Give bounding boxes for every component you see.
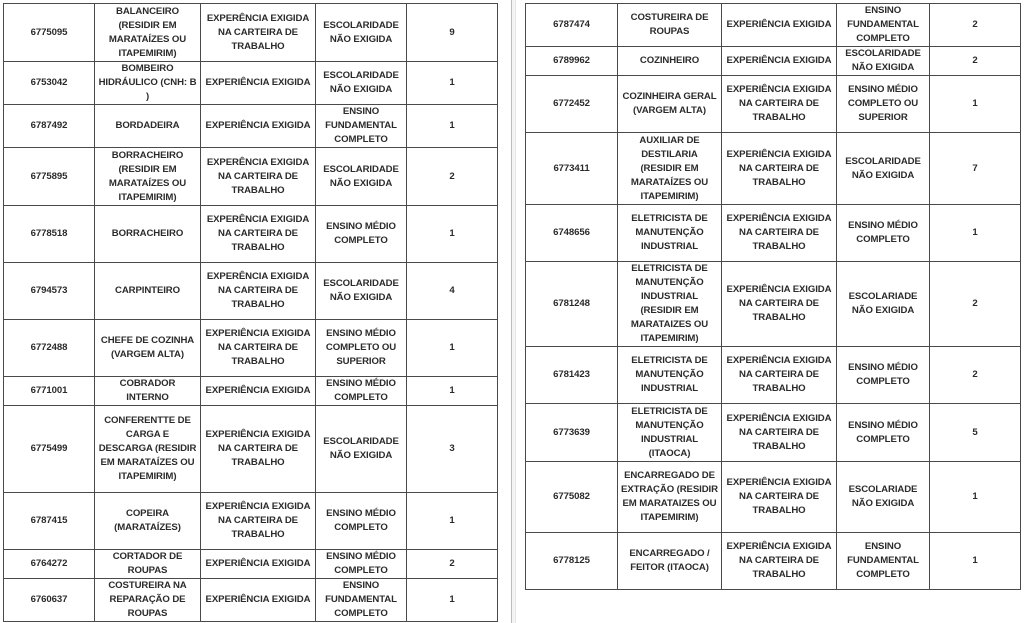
table-row: [526, 4, 1021, 47]
table-row: [526, 404, 1021, 462]
table-row: [526, 76, 1021, 133]
education-requirement-cell: ENSINO MÉDIO COMPLETO: [316, 493, 407, 550]
vacancy-code-cell: 6781423: [526, 347, 618, 404]
table-row: [526, 347, 1021, 404]
vacancy-count-cell: 3: [407, 406, 498, 493]
experience-requirement-cell: EXPERIÊNCIA EXIGIDA NA CARTEIRA DE TRABALHO: [722, 533, 837, 590]
table-row: [4, 493, 498, 550]
education-requirement-cell: ESCOLARIDADE NÃO EXIGIDA: [316, 4, 407, 62]
experience-requirement-cell: EXPERIÊNCIA EXIGIDA: [722, 47, 837, 76]
vacancy-count-cell: 2: [407, 148, 498, 206]
education-requirement-cell: ENSINO MÉDIO COMPLETO: [837, 205, 930, 262]
vacancy-code-cell: 6789962: [526, 47, 618, 76]
job-vacancies-table-right: [525, 3, 1021, 590]
education-requirement-cell: ENSINO FUNDAMENTAL COMPLETO: [316, 579, 407, 622]
table-row: [4, 105, 498, 148]
experience-requirement-cell: EXPERIÊNCIA EXIGIDA: [201, 105, 316, 148]
education-requirement-cell: ESCOLARIDADE NÃO EXIGIDA: [316, 406, 407, 493]
vacancy-count-cell: 2: [930, 47, 1021, 76]
experience-requirement-cell: EXPERIÊNCIA EXIGIDA NA CARTEIRA DE TRABALHO: [722, 262, 837, 347]
experience-requirement-cell: EXPERIÊNCIA EXIGIDA NA CARTEIRA DE TRABALHO: [722, 404, 837, 462]
table-row: [4, 263, 498, 320]
vacancy-code-cell: 6778125: [526, 533, 618, 590]
education-requirement-cell: ESCOLARIDADE NÃO EXIGIDA: [316, 263, 407, 320]
vacancy-count-cell: 5: [930, 404, 1021, 462]
vacancy-count-cell: 1: [407, 377, 498, 406]
vacancy-code-cell: 6764272: [4, 550, 95, 579]
education-requirement-cell: ENSINO MÉDIO COMPLETO: [316, 206, 407, 263]
table-row: [4, 320, 498, 377]
vacancy-count-cell: 1: [407, 62, 498, 105]
education-requirement-cell: ENSINO MÉDIO COMPLETO: [316, 377, 407, 406]
table-row: [4, 406, 498, 493]
experience-requirement-cell: EXPERIÊNCIA EXIGIDA: [722, 4, 837, 47]
vacancy-code-cell: 6772452: [526, 76, 618, 133]
education-requirement-cell: ENSINO MÉDIO COMPLETO: [837, 404, 930, 462]
table-row: [526, 533, 1021, 590]
education-requirement-cell: ENSINO MÉDIO COMPLETO OU SUPERIOR: [837, 76, 930, 133]
experience-requirement-cell: EXPERIÊNCIA EXIGIDA: [201, 579, 316, 622]
occupation-cell: AUXILIAR DE DESTILARIA (RESIDIR EM MARATAÍZES OU ITAPEMIRIM): [618, 133, 722, 205]
experience-requirement-cell: EXPERIÊNCIA EXIGIDA NA CARTEIRA DE TRABALHO: [722, 462, 837, 533]
education-requirement-cell: ENSINO FUNDAMENTAL COMPLETO: [837, 4, 930, 47]
vacancy-count-cell: 1: [407, 105, 498, 148]
occupation-cell: ELETRICISTA DE MANUTENÇÃO INDUSTRIAL: [618, 347, 722, 404]
education-requirement-cell: ESCOLARIADE NÃO EXIGIDA: [837, 462, 930, 533]
experience-requirement-cell: EXPERIÊNCIA EXIGIDA: [201, 550, 316, 579]
occupation-cell: BORDADEIRA: [95, 105, 201, 148]
vacancy-count-cell: 2: [930, 262, 1021, 347]
experience-requirement-cell: EXPERIÊNCIA EXIGIDA: [201, 377, 316, 406]
occupation-cell: CORTADOR DE ROUPAS: [95, 550, 201, 579]
experience-requirement-cell: EXPERÊNCIA EXIGIDA NA CARTEIRA DE TRABALHO: [201, 206, 316, 263]
vacancy-code-cell: 6760637: [4, 579, 95, 622]
occupation-cell: COZINHEIRO: [618, 47, 722, 76]
experience-requirement-cell: EXPERÊNCIA EXIGIDA NA CARTEIRA DE TRABALHO: [201, 148, 316, 206]
table-row: [526, 462, 1021, 533]
table-body: [526, 4, 1021, 590]
vacancy-count-cell: 7: [930, 133, 1021, 205]
education-requirement-cell: ESCOLARIDADE NÃO EXIGIDA: [837, 133, 930, 205]
table-row: [4, 148, 498, 206]
occupation-cell: ELETRICISTA DE MANUTENÇÃO INDUSTRIAL (RESIDIR EM MARATAIZES OU ITAPEMIRIM): [618, 262, 722, 347]
table-row: [4, 579, 498, 622]
education-requirement-cell: ESCOLARIADE NÃO EXIGIDA: [837, 262, 930, 347]
education-requirement-cell: ENSINO FUNDAMENTAL COMPLETO: [837, 533, 930, 590]
experience-requirement-cell: EXPERIÊNCIA EXIGIDA NA CARTEIRA DE TRABALHO: [722, 205, 837, 262]
vacancy-count-cell: 1: [930, 76, 1021, 133]
vacancy-count-cell: 1: [930, 462, 1021, 533]
occupation-cell: ENCARREGADO DE EXTRAÇÃO (RESIDIR EM MARATAIZES OU ITAPEMIRIM): [618, 462, 722, 533]
occupation-cell: COSTUREIRA NA REPARAÇÃO DE ROUPAS: [95, 579, 201, 622]
job-vacancies-table-left: [3, 3, 498, 622]
vacancy-code-cell: 6787474: [526, 4, 618, 47]
occupation-cell: COSTUREIRA DE ROUPAS: [618, 4, 722, 47]
vacancy-code-cell: 6775895: [4, 148, 95, 206]
vacancy-count-cell: 2: [930, 4, 1021, 47]
occupation-cell: BORRACHEIRO: [95, 206, 201, 263]
table-row: [526, 133, 1021, 205]
occupation-cell: ELETRICISTA DE MANUTENÇÃO INDUSTRIAL: [618, 205, 722, 262]
occupation-cell: CONFERENTTE DE CARGA E DESCARGA (RESIDIR EM MARATAÍZES OU ITAPEMIRIM): [95, 406, 201, 493]
vacancy-count-cell: 1: [407, 320, 498, 377]
vacancy-count-cell: 1: [407, 493, 498, 550]
vacancy-code-cell: 6773411: [526, 133, 618, 205]
vacancy-code-cell: 6772488: [4, 320, 95, 377]
vacancy-code-cell: 6781248: [526, 262, 618, 347]
vacancy-code-cell: 6794573: [4, 263, 95, 320]
experience-requirement-cell: EXPERIÊNCIA EXIGIDA NA CARTEIRA DE TRABALHO: [722, 76, 837, 133]
occupation-cell: ELETRICISTA DE MANUTENÇÃO INDUSTRIAL (ITAOCA): [618, 404, 722, 462]
vacancy-count-cell: 1: [930, 205, 1021, 262]
experience-requirement-cell: EXPERIÊNCIA EXIGIDA NA CARTEIRA DE TRABALHO: [722, 347, 837, 404]
vacancy-count-cell: 1: [930, 533, 1021, 590]
table-row: [526, 262, 1021, 347]
table-row: [526, 205, 1021, 262]
vacancy-code-cell: 6775095: [4, 4, 95, 62]
vacancy-count-cell: 2: [930, 347, 1021, 404]
document-page-right: [516, 0, 1024, 623]
vacancy-code-cell: 6787492: [4, 105, 95, 148]
education-requirement-cell: ENSINO MÉDIO COMPLETO OU SUPERIOR: [316, 320, 407, 377]
occupation-cell: CHEFE DE COZINHA (VARGEM ALTA): [95, 320, 201, 377]
occupation-cell: ENCARREGADO / FEITOR (ITAOCA): [618, 533, 722, 590]
vacancy-code-cell: 6748656: [526, 205, 618, 262]
table-row: [4, 550, 498, 579]
experience-requirement-cell: EXPERIÊNCIA EXIGIDA NA CARTEIRA DE TRABALHO: [201, 406, 316, 493]
education-requirement-cell: ESCOLARIDADE NÃO EXIGIDA: [316, 148, 407, 206]
vacancy-code-cell: 6787415: [4, 493, 95, 550]
experience-requirement-cell: EXPERÊNCIA EXIGIDA NA CARTEIRA DE TRABALHO: [201, 263, 316, 320]
occupation-cell: BORRACHEIRO (RESIDIR EM MARATAÍZES OU ITAPEMIRIM): [95, 148, 201, 206]
occupation-cell: BOMBEIRO HIDRÁULICO (CNH: B ): [95, 62, 201, 105]
vacancy-code-cell: 6773639: [526, 404, 618, 462]
experience-requirement-cell: EXPERIÊNCIA EXIGIDA NA CARTEIRA DE TRABALHO: [201, 320, 316, 377]
vacancy-code-cell: 6778518: [4, 206, 95, 263]
vacancy-code-cell: 6775499: [4, 406, 95, 493]
vacancy-count-cell: 9: [407, 4, 498, 62]
vacancy-count-cell: 2: [407, 550, 498, 579]
table-row: [4, 206, 498, 263]
vacancy-code-cell: 6775082: [526, 462, 618, 533]
vacancy-code-cell: 6771001: [4, 377, 95, 406]
occupation-cell: COZINHEIRA GERAL (VARGEM ALTA): [618, 76, 722, 133]
occupation-cell: BALANCEIRO (RESIDIR EM MARATAÍZES OU ITAPEMIRIM): [95, 4, 201, 62]
table-row: [526, 47, 1021, 76]
experience-requirement-cell: EXPERIÊNCIA EXIGIDA NA CARTEIRA DE TRABALHO: [201, 493, 316, 550]
occupation-cell: COPEIRA (MARATAÍZES): [95, 493, 201, 550]
table-row: [4, 4, 498, 62]
vacancy-code-cell: 6753042: [4, 62, 95, 105]
education-requirement-cell: ESCOLARIDADE NÃO EXIGIDA: [837, 47, 930, 76]
vacancy-count-cell: 1: [407, 206, 498, 263]
occupation-cell: CARPINTEIRO: [95, 263, 201, 320]
table-row: [4, 62, 498, 105]
experience-requirement-cell: EXPERIÊNCIA EXIGIDA NA CARTEIRA DE TRABALHO: [722, 133, 837, 205]
table-body: [4, 4, 498, 622]
vacancy-count-cell: 1: [407, 579, 498, 622]
experience-requirement-cell: EXPERÊNCIA EXIGIDA NA CARTEIRA DE TRABALHO: [201, 4, 316, 62]
occupation-cell: COBRADOR INTERNO: [95, 377, 201, 406]
experience-requirement-cell: EXPERIÊNCIA EXIGIDA: [201, 62, 316, 105]
education-requirement-cell: ENSINO FUNDAMENTAL COMPLETO: [316, 105, 407, 148]
table-row: [4, 377, 498, 406]
education-requirement-cell: ENSINO MÉDIO COMPLETO: [316, 550, 407, 579]
education-requirement-cell: ESCOLARIDADE NÃO EXIGIDA: [316, 62, 407, 105]
education-requirement-cell: ENSINO MÉDIO COMPLETO: [837, 347, 930, 404]
vacancy-count-cell: 4: [407, 263, 498, 320]
document-page-left: [0, 0, 511, 623]
